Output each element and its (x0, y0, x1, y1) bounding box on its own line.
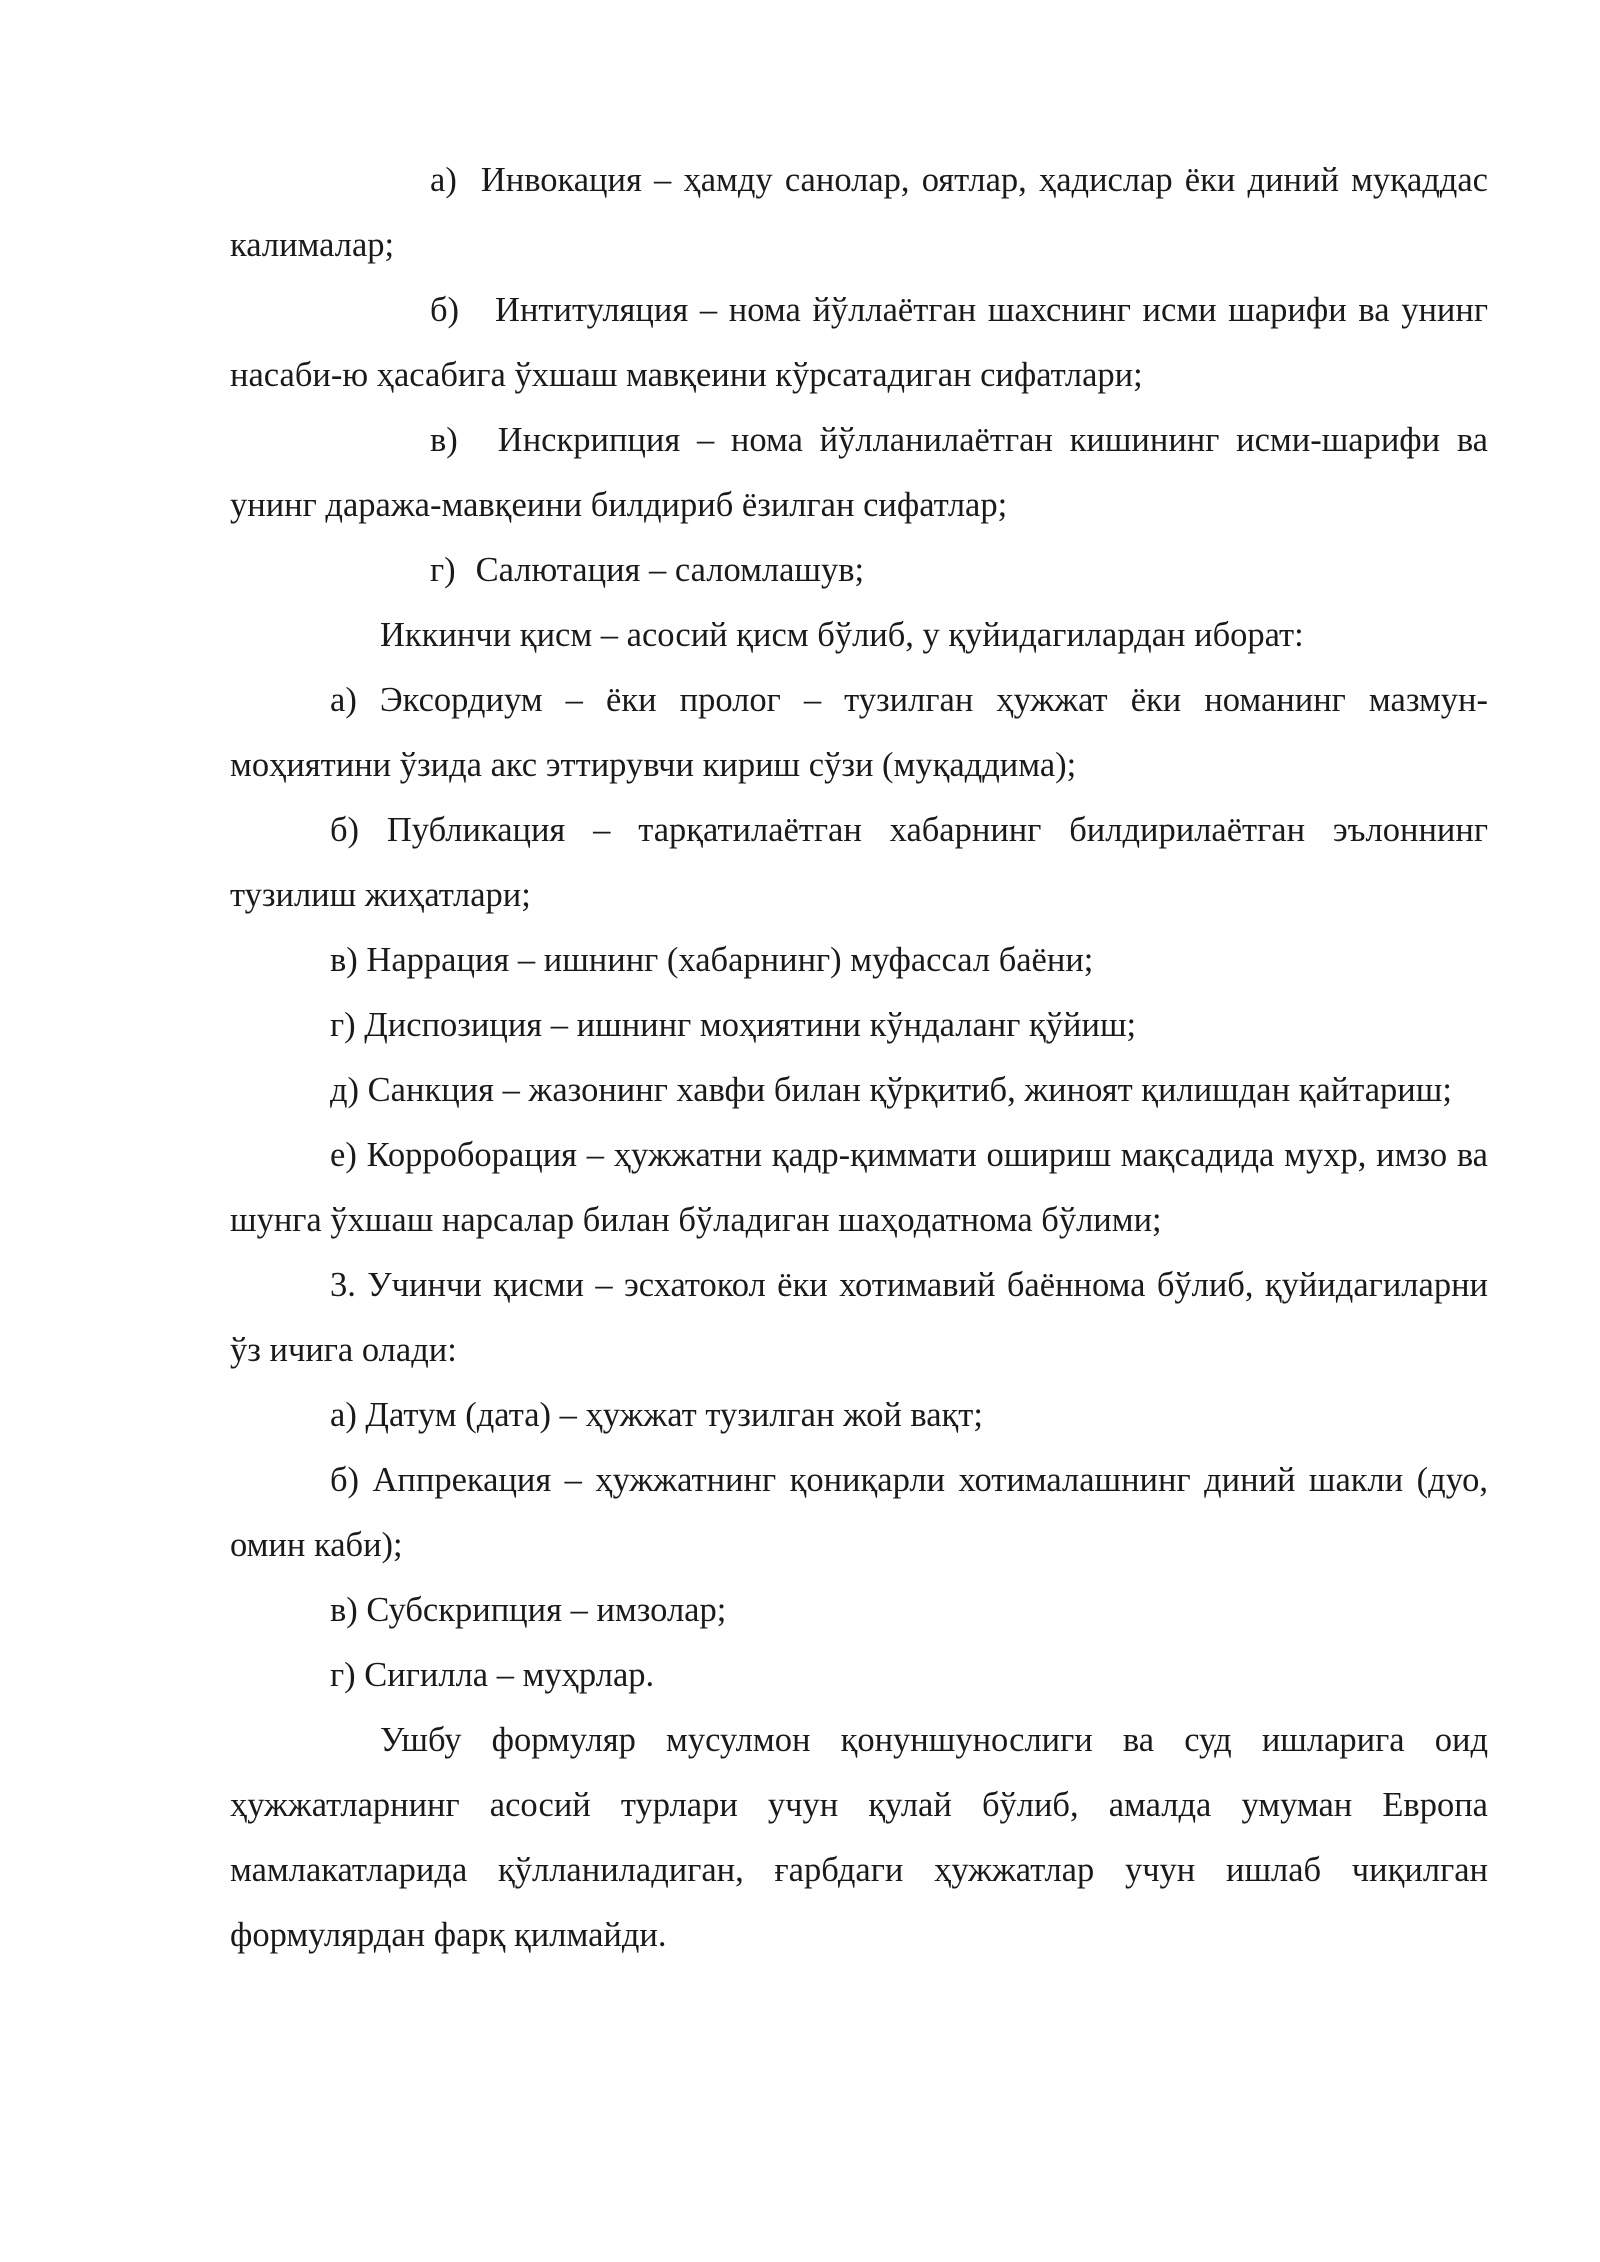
paragraph-datum (230, 1383, 1488, 1448)
paragraph-text: в) Наррация – ишнинг (хабарнинг) муфассал баёни; (330, 941, 1094, 979)
paragraph-text: в) Субскрипция – имзолар; (330, 1591, 727, 1629)
paragraph-text: г) Диспозиция – ишнинг моҳиятини кўндаланг қўйиш; (330, 1006, 1137, 1044)
paragraph-sanction (230, 1058, 1488, 1123)
list-label: б) (430, 291, 460, 329)
paragraph-text: г) Сигилла – муҳрлар. (330, 1656, 655, 1694)
paragraph-text: б) Аппрекация – ҳужжатнинг қониқарли хотималашнинг диний шакли (дуо, омин каби); (230, 1461, 1488, 1564)
list-label: а) (430, 161, 457, 199)
paragraph-text: е) Корроборация – ҳужжатни қадр-қиммати ошириш мақсадида мухр, имзо ва шунга ўхшаш нарсалар билан бўладиган шаҳодатнома бўлими; (230, 1136, 1488, 1239)
paragraph-text: б) Публикация – тарқатилаётган хабарнинг билдирилаётган эълоннинг тузилиш жиҳатлари; (230, 811, 1488, 914)
list-label: в) (430, 421, 458, 459)
paragraph-inscription (230, 408, 1488, 538)
paragraph-sigilla (230, 1643, 1488, 1708)
paragraph-publication (230, 798, 1488, 928)
paragraph-invocation (230, 148, 1488, 278)
paragraph-apprecation (230, 1448, 1488, 1578)
paragraph-text: 3. Учинчи қисми – эсхатокол ёки хотимавий баённома бўлиб, қуйидагиларни ўз ичига олади: (230, 1266, 1488, 1369)
paragraph-text: Ушбу формуляр мусулмон қонуншунослиги ва суд ишларига оид ҳужжатларнинг асосий турлари учун қулай бўлиб, амалда умуман Европа мамлакатларида қўлланиладиган, ғарбдаги ҳужжатлар учун ишлаб чиқилган формулярдан фарқ қилмайди. (230, 1721, 1488, 1954)
paragraph-exordium (230, 668, 1488, 798)
paragraph-text: Салютация – саломлашув; (475, 551, 865, 589)
paragraph-second-part-heading (230, 603, 1488, 668)
paragraph-subscription (230, 1578, 1488, 1643)
paragraph-salutation (230, 538, 1488, 603)
paragraph-text: Интитуляция – нома йўллаётган шахснинг исми шарифи ва унинг насаби-ю ҳасабига ўхшаш мавқеини кўрсатадиган сифатлари; (230, 291, 1488, 394)
paragraph-text: Инскрипция – нома йўлланилаётган кишининг исми-шарифи ва унинг даража-мавқеини билдириб ёзилган сифатлар; (230, 421, 1488, 524)
paragraph-corroboration (230, 1123, 1488, 1253)
paragraph-text: Инвокация – ҳамду санолар, оятлар, ҳадислар ёки диний муқаддас калималар; (230, 161, 1488, 264)
paragraph-conclusion (230, 1708, 1488, 1968)
paragraph-disposition (230, 993, 1488, 1058)
paragraph-text: а) Эксордиум – ёки пролог – тузилган ҳужжат ёки номанинг мазмун-моҳиятини ўзида акс эттирувчи кириш сўзи (муқаддима); (230, 681, 1488, 784)
document-body (230, 148, 1488, 1968)
paragraph-text: д) Санкция – жазонинг хавфи билан қўрқитиб, жиноят қилишдан қайтариш; (330, 1071, 1452, 1109)
paragraph-text: Иккинчи қисм – асосий қисм бўлиб, у қуйидагилардан иборат: (380, 616, 1304, 654)
paragraph-text: а) Датум (дата) – ҳужжат тузилган жой вақт; (330, 1396, 983, 1434)
paragraph-intitulation (230, 278, 1488, 408)
list-label: г) (430, 551, 456, 589)
paragraph-third-part-heading (230, 1253, 1488, 1383)
paragraph-narration (230, 928, 1488, 993)
